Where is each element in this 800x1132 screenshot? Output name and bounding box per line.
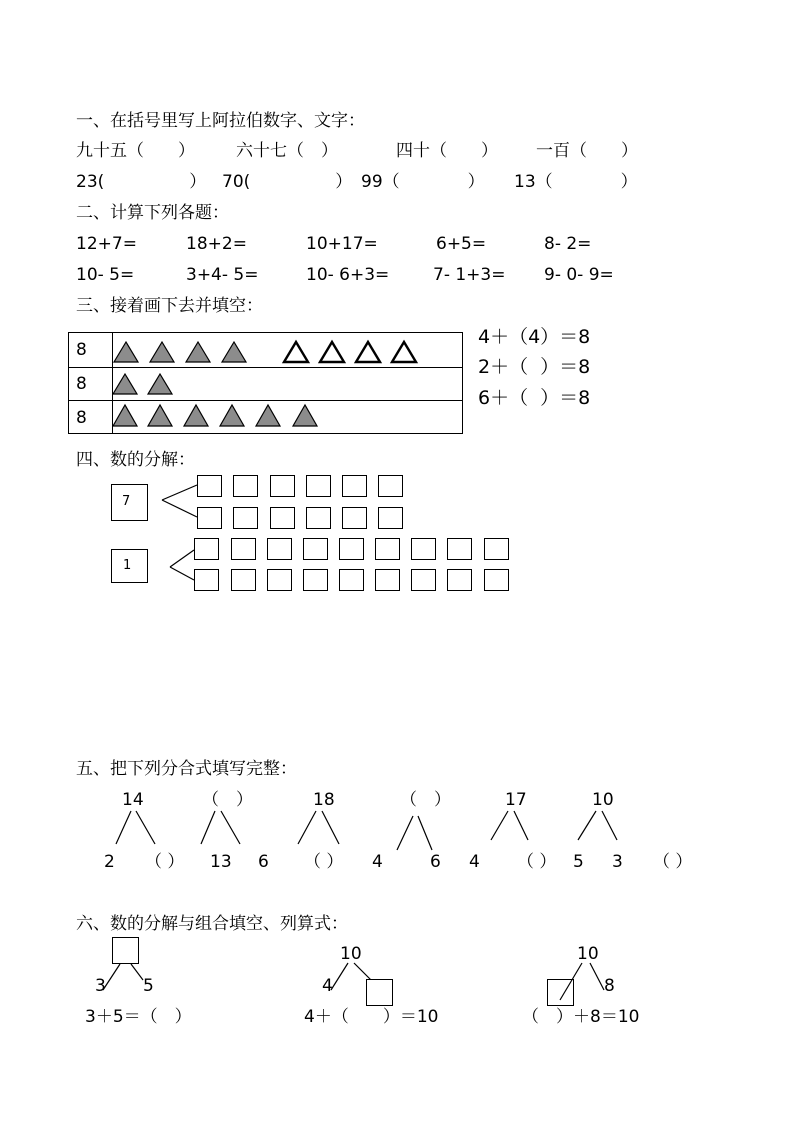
bond-label: 4 xyxy=(322,976,333,996)
answer-box[interactable] xyxy=(267,538,292,560)
calc-item: 7- 1+3= xyxy=(433,265,506,285)
bond-bottom: 5 xyxy=(573,852,584,872)
bond-bottom: （ ） xyxy=(653,852,693,872)
answer-box[interactable] xyxy=(484,538,509,560)
bond-bottom: 13 xyxy=(210,852,232,872)
blank-item: 九十五（ ） xyxy=(76,141,195,161)
answer-box[interactable] xyxy=(306,475,331,497)
answer-box[interactable] xyxy=(339,538,364,560)
decomposition-branches xyxy=(162,485,197,580)
number-box-value: 7 xyxy=(122,494,131,509)
outline-triangle xyxy=(356,342,380,362)
bond-top: 17 xyxy=(505,790,527,810)
outline-triangle xyxy=(392,342,416,362)
filled-triangle xyxy=(114,342,138,362)
answer-box[interactable] xyxy=(270,507,295,529)
table-number: 8 xyxy=(76,374,87,394)
bond-top: （ ） xyxy=(202,790,253,810)
table-number: 8 xyxy=(76,408,87,428)
fill-equation: 2＋（ ）＝8 xyxy=(478,356,591,378)
bond-top: 10 xyxy=(592,790,614,810)
fill-equation: 4＋（4）＝8 xyxy=(478,326,591,348)
number-bond-lines xyxy=(116,811,617,850)
filled-triangle xyxy=(256,405,280,426)
number-box-value: 1 xyxy=(123,558,132,573)
answer-box[interactable] xyxy=(375,538,400,560)
answer-box[interactable] xyxy=(339,569,364,591)
section-6-heading: 六、数的分解与组合填空、列算式： xyxy=(76,914,348,934)
answer-box[interactable] xyxy=(197,475,222,497)
filled-triangle xyxy=(293,405,317,426)
answer-box[interactable] xyxy=(303,538,328,560)
answer-box[interactable] xyxy=(233,475,258,497)
bond-bottom: 3 xyxy=(612,852,623,872)
calc-item: 18+2= xyxy=(186,234,247,254)
bond-top: 14 xyxy=(122,790,144,810)
bond-label: 10 xyxy=(340,944,362,964)
answer-box[interactable] xyxy=(267,569,292,591)
answer-box[interactable] xyxy=(270,475,295,497)
answer-box[interactable] xyxy=(306,507,331,529)
answer-box[interactable] xyxy=(112,937,139,964)
answer-box[interactable] xyxy=(547,979,574,1006)
calc-item: 6+5= xyxy=(436,234,487,254)
filled-triangle xyxy=(222,342,246,362)
answer-box[interactable] xyxy=(447,538,472,560)
bond-bottom: 4 xyxy=(469,852,480,872)
blank-item: 70( ） xyxy=(222,172,353,192)
bond-bottom: （ ） xyxy=(145,852,185,872)
answer-box[interactable] xyxy=(366,979,393,1006)
outline-triangles-row-1 xyxy=(284,342,416,362)
filled-triangle xyxy=(220,405,244,426)
filled-triangle xyxy=(148,374,172,394)
section-5-heading: 五、把下列分合式填写完整： xyxy=(76,759,297,779)
answer-box[interactable] xyxy=(231,569,256,591)
filled-triangles-row-2 xyxy=(113,374,172,394)
calc-item: 10- 6+3= xyxy=(306,265,390,285)
bond-label: 10 xyxy=(577,944,599,964)
filled-triangle xyxy=(113,374,137,394)
bond-bottom: （ ） xyxy=(517,852,557,872)
section-6-branches xyxy=(103,963,604,1000)
blank-item: 99（ ） xyxy=(361,172,485,192)
blank-item: 13（ ） xyxy=(514,172,638,192)
filled-triangles-row-1 xyxy=(114,342,246,362)
calc-item: 8- 2= xyxy=(544,234,592,254)
bond-label: 5 xyxy=(143,976,154,996)
bond-top: 18 xyxy=(313,790,335,810)
answer-box[interactable] xyxy=(411,538,436,560)
filled-triangle xyxy=(150,342,174,362)
outline-triangle xyxy=(320,342,344,362)
fill-equation: 6＋（ ）＝8 xyxy=(478,387,591,409)
calc-item: 10- 5= xyxy=(76,265,135,285)
section-2-heading: 二、计算下列各题： xyxy=(76,203,229,223)
answer-box[interactable] xyxy=(231,538,256,560)
filled-triangle xyxy=(186,342,210,362)
table-number: 8 xyxy=(76,340,87,360)
bond-label: 3 xyxy=(95,976,106,996)
bond-label: 8 xyxy=(604,976,615,996)
filled-triangle xyxy=(148,405,172,426)
answer-box[interactable] xyxy=(194,569,219,591)
calc-item: 3+4- 5= xyxy=(186,265,259,285)
answer-box[interactable] xyxy=(484,569,509,591)
calc-item: 10+17= xyxy=(306,234,378,254)
filled-triangle xyxy=(184,405,208,426)
bond-top: （ ） xyxy=(400,790,451,810)
blank-item: 一百（ ） xyxy=(536,141,638,161)
filled-triangle xyxy=(113,405,137,426)
outline-triangle xyxy=(284,342,308,362)
answer-box[interactable] xyxy=(197,507,222,529)
fill-equation: 3＋5＝（ ） xyxy=(85,1007,192,1027)
fill-equation: （ ）＋8＝10 xyxy=(522,1007,640,1027)
calc-item: 12+7= xyxy=(76,234,137,254)
answer-box[interactable] xyxy=(342,475,367,497)
answer-box[interactable] xyxy=(378,507,403,529)
answer-box[interactable] xyxy=(233,507,258,529)
filled-triangles-row-3 xyxy=(113,405,317,426)
answer-box[interactable] xyxy=(303,569,328,591)
bond-bottom: （ ） xyxy=(304,852,344,872)
blank-item: 23( ） xyxy=(76,172,207,192)
bond-bottom: 6 xyxy=(258,852,269,872)
answer-box[interactable] xyxy=(378,475,403,497)
bond-bottom: 6 xyxy=(430,852,441,872)
answer-box[interactable] xyxy=(411,569,436,591)
bond-bottom: 2 xyxy=(104,852,115,872)
section-4-heading: 四、数的分解： xyxy=(76,450,195,470)
bond-bottom: 4 xyxy=(372,852,383,872)
fill-equation: 4＋（ ）＝10 xyxy=(304,1007,439,1027)
blank-item: 四十（ ） xyxy=(396,141,498,161)
section-1-heading: 一、在括号里写上阿拉伯数字、文字： xyxy=(76,111,365,131)
calc-item: 9- 0- 9= xyxy=(544,265,614,285)
answer-box[interactable] xyxy=(342,507,367,529)
blank-item: 六十七（ ） xyxy=(236,141,338,161)
answer-box[interactable] xyxy=(194,538,219,560)
answer-box[interactable] xyxy=(447,569,472,591)
section-3-heading: 三、接着画下去并填空： xyxy=(76,296,263,316)
answer-box[interactable] xyxy=(375,569,400,591)
